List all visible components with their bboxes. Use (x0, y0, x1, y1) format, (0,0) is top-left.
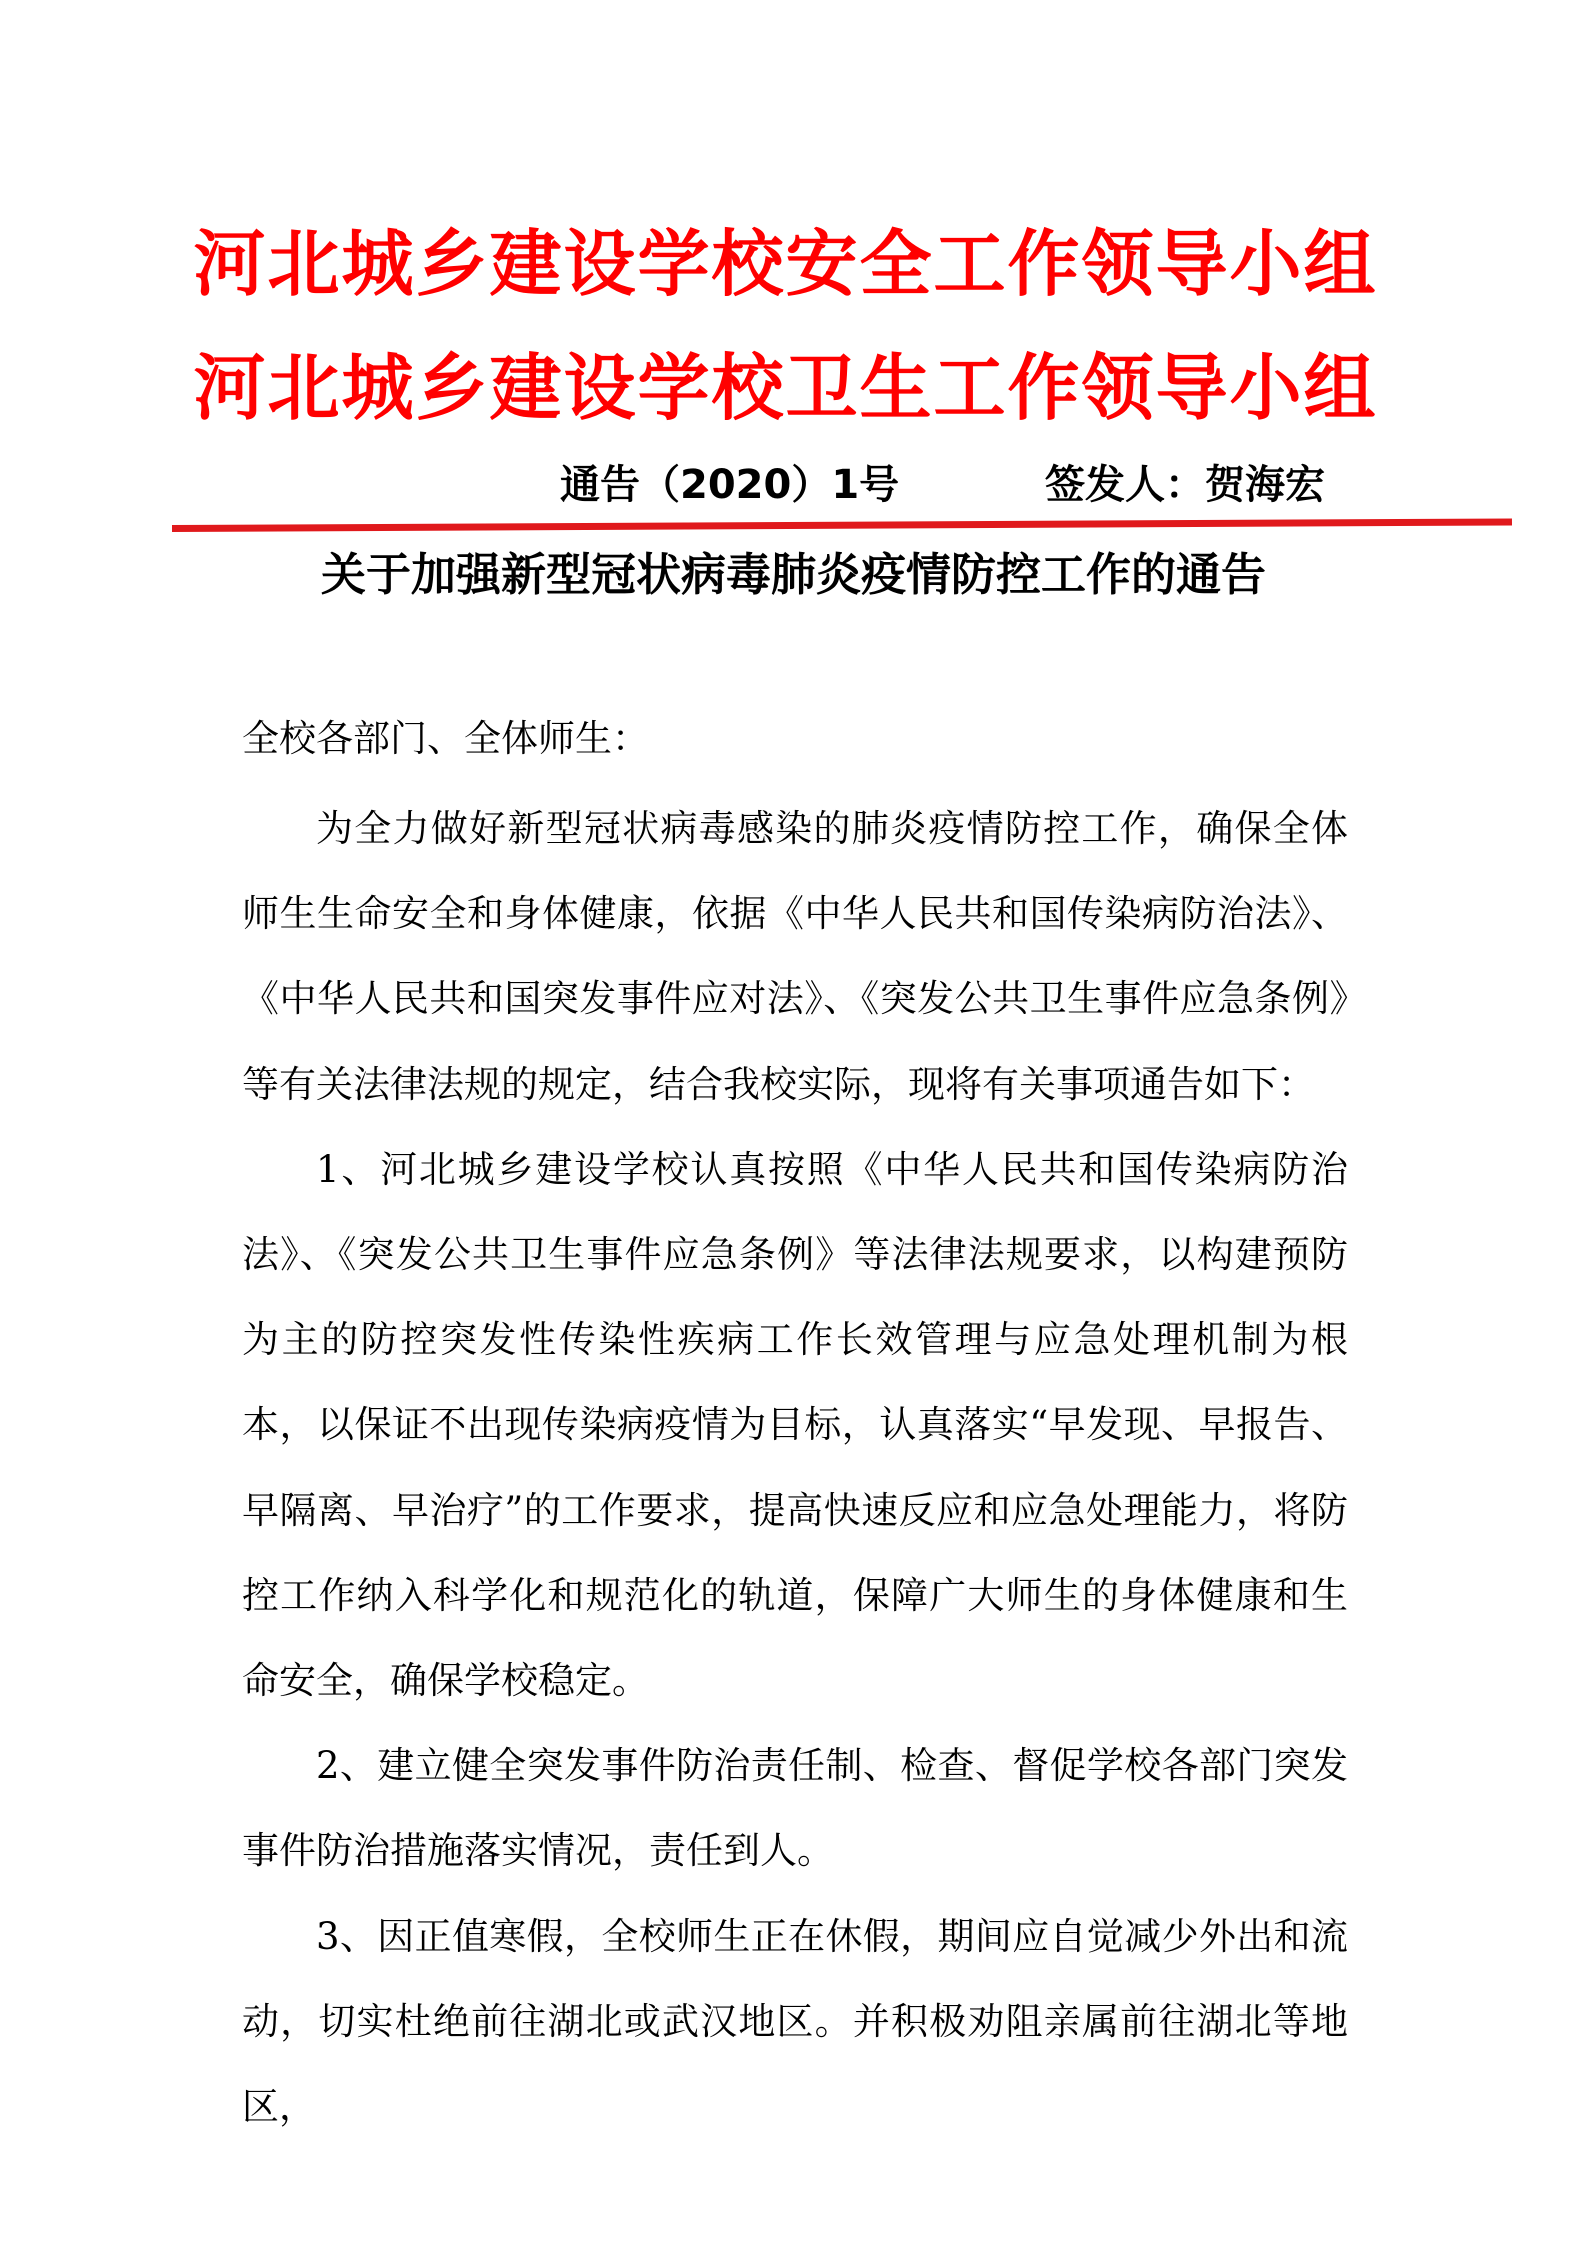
document-body (242, 786, 1348, 2149)
paragraph-intro: 为全力做好新型冠状病毒感染的肺炎疫情防控工作，确保全体师生生命安全和身体健康，依据《中华人民共和国传染病防治法》、《中华人民共和国突发事件应对法》、《突发公共卫生事件应急条例》等有关法律法规的规定，结合我校实际，现将有关事项通告如下： (242, 807, 1348, 1106)
paragraph-item-3: 3、因正值寒假，全校师生正在休假，期间应自觉减少外出和流动，切实杜绝前往湖北或武汉地区。并积极劝阻亲属前往湖北等地区， (242, 1914, 1348, 2129)
document-subject: 关于加强新型冠状病毒肺炎疫情防控工作的通告 (320, 548, 1266, 601)
issuer-title-health: 河北城乡建设学校卫生工作领导小组 (193, 346, 1378, 430)
issuer-title-safety: 河北城乡建设学校安全工作领导小组 (193, 222, 1378, 306)
red-divider-line (172, 518, 1512, 532)
salutation: 全校各部门、全体师生： (242, 717, 649, 760)
paragraph-item-1: 1、河北城乡建设学校认真按照《中华人民共和国传染病防治法》、《突发公共卫生事件应急条例》等法律法规要求，以构建预防为主的防控突发性传染性疾病工作长效管理与应急处理机制为根本，以保证不出现传染病疫情为目标，认真落实“早发现、早报告、早隔离、早治疗”的工作要求，提高快速反应和应急处理能力，将防控工作纳入科学化和规范化的轨道，保障广大师生的身体健康和生命安全，确保学校稳定。 (242, 1147, 1348, 1703)
notice-number: 通告（2020）1号 (560, 462, 900, 508)
paragraph-item-2: 2、建立健全突发事件防治责任制、检查、督促学校各部门突发事件防治措施落实情况，责任到人。 (242, 1744, 1348, 1873)
signer: 签发人：贺海宏 (1045, 462, 1325, 508)
